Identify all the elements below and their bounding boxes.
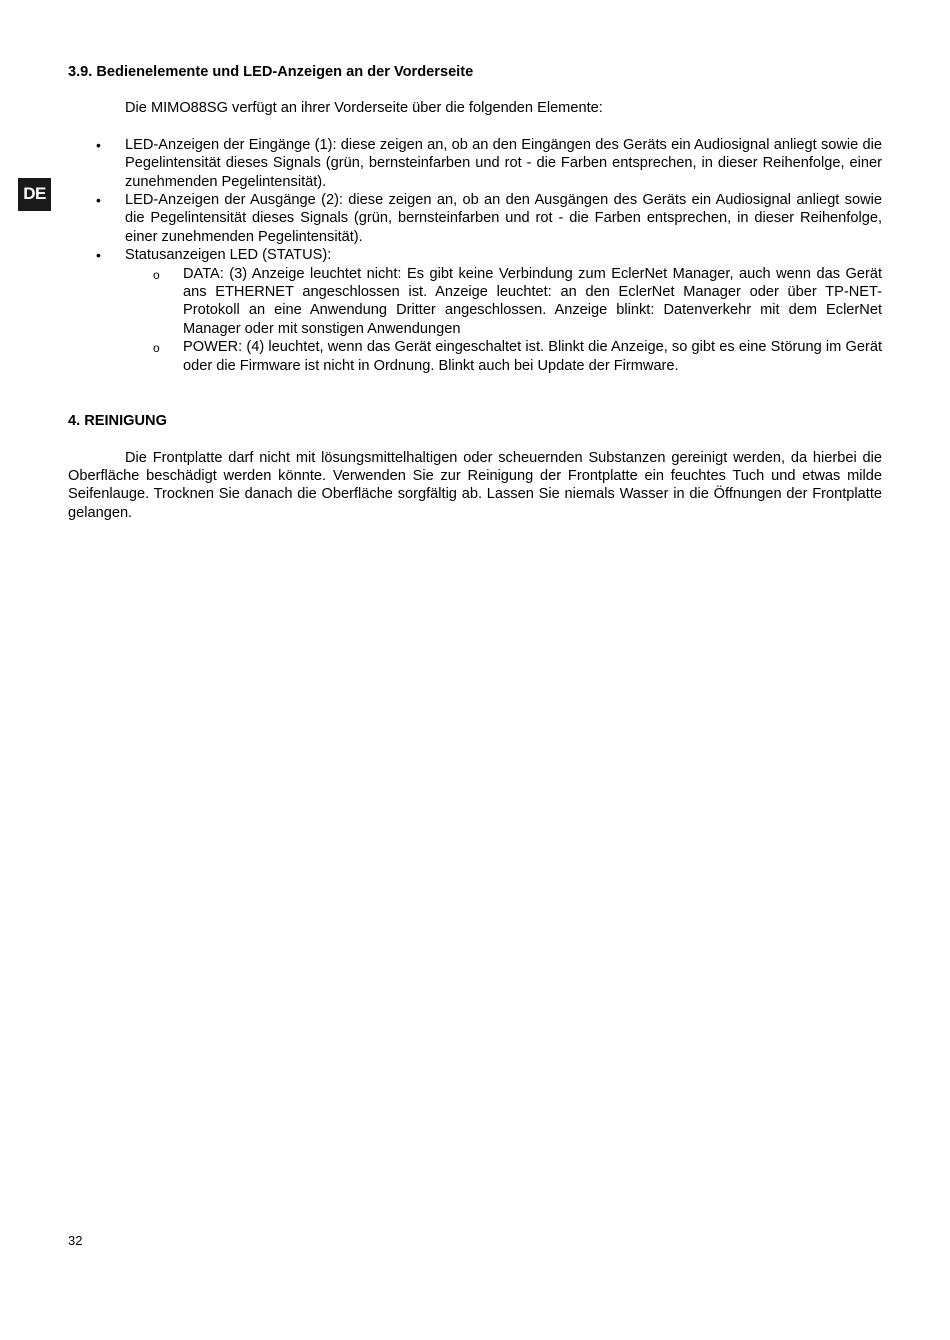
list-item-text: LED-Anzeigen der Eingänge (1): diese zeigen an, ob an den Eingängen des Geräts ein Audiosignal anliegt sowie die Pegelintensität dieses Signals (grün, bernsteinfarben und rot - die Farben entsprechen, in dieser Reihenfolge, einer zunehmenden Pegelintensität). xyxy=(125,136,882,190)
sub-list-item xyxy=(125,338,882,375)
page-number: 32 xyxy=(68,1233,83,1248)
intro-paragraph: Die MIMO88SG verfügt an ihrer Vorderseite über die folgenden Elemente: xyxy=(125,100,603,117)
list-item xyxy=(68,246,882,375)
list-item-text: LED-Anzeigen der Ausgänge (2): diese zeigen an, ob an den Ausgängen des Geräts ein Audiosignal anliegt sowie die Pegelintensität dieses Signals (grün, bernsteinfarben und rot - die Farben entsprechen, in dieser Reihenfolge, einer zunehmenden Pegelintensität). xyxy=(125,192,882,245)
bullet-list xyxy=(68,136,882,375)
section-heading-4: 4. REINIGUNG xyxy=(68,413,167,430)
bullet-icon: • xyxy=(96,136,101,153)
circle-bullet-icon: o xyxy=(153,267,160,282)
circle-bullet-icon: o xyxy=(153,341,160,356)
cleaning-paragraph: Die Frontplatte darf nicht mit lösungsmittelhaltigen oder scheuernden Substanzen gereinigt werden, da hierbei die Oberfläche beschädigt werden könnte. Verwenden Sie zur Reinigung der Frontplatte ein feuchtes Tuch und etwas milde Seifenlauge. Trocknen Sie danach die Oberfläche sorgfältig ab. Lassen Sie niemals Wasser in die Öffnungen der Frontplatte gelangen. xyxy=(68,449,882,521)
bullet-icon: • xyxy=(96,192,101,209)
section-heading-3-9: 3.9. Bedienelemente und LED-Anzeigen an der Vorderseite xyxy=(68,64,474,80)
list-item-text: Statusanzeigen LED (STATUS): xyxy=(125,247,332,264)
page-content xyxy=(68,63,882,522)
sub-bullet-list xyxy=(125,265,882,375)
language-tab: DE xyxy=(18,178,51,211)
sub-list-item-text: POWER: (4) leuchtet, wenn das Gerät eingeschaltet ist. Blinkt die Anzeige, so gibt es eine Störung im Gerät oder die Firmware ist nicht in Ordnung. Blinkt auch bei Update der Firmware. xyxy=(183,339,882,374)
list-item xyxy=(68,136,882,191)
list-item xyxy=(68,191,882,246)
sub-list-item xyxy=(125,265,882,339)
sub-list-item-text: DATA: (3) Anzeige leuchtet nicht: Es gibt keine Verbindung zum EclerNet Manager, auch wenn das Gerät ans ETHERNET angeschlossen ist. Anzeige leuchtet: an den EclerNet Manager oder über TP-NET-Protokoll an eine Anwendung Dritter angeschlossen. Anzeige blinkt: Datenverkehr mit dem EclerNet Manager oder mit sonstigen Anwendungen xyxy=(183,265,882,337)
bullet-icon: • xyxy=(96,247,101,264)
